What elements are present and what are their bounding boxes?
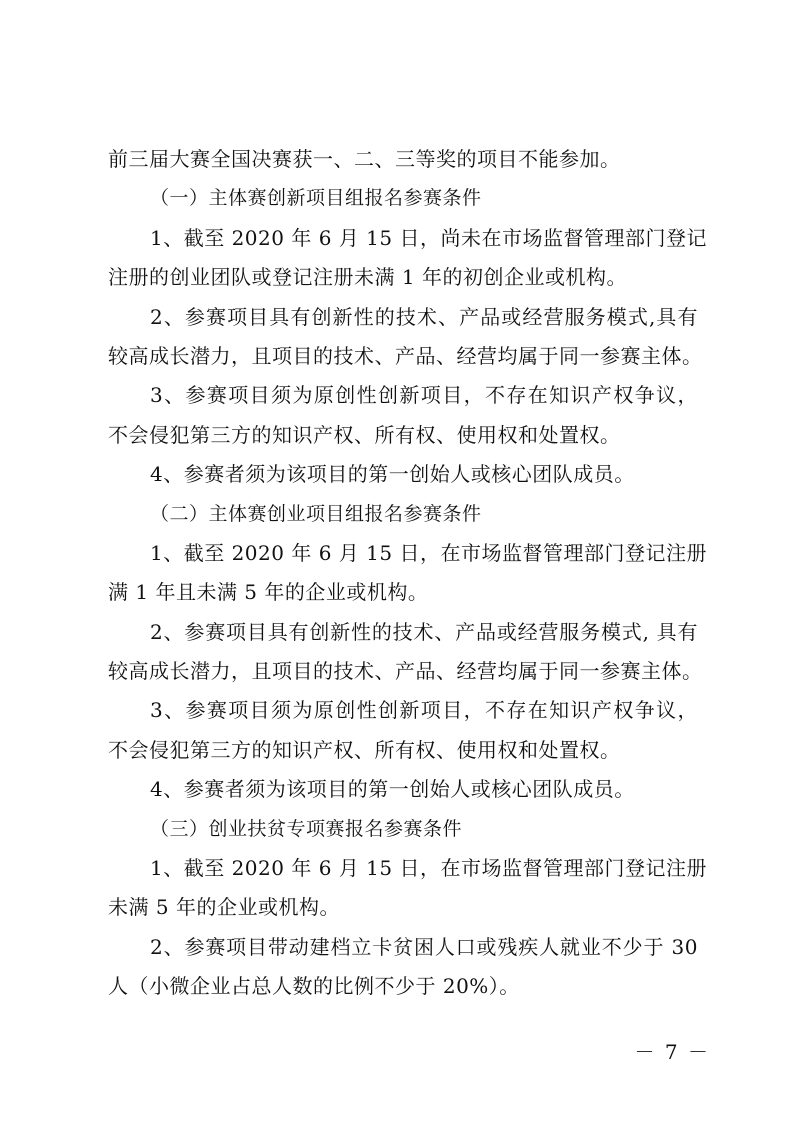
text-line: 1、截至 2020 年 6 月 15 日，尚未在市场监督管理部门登记 xyxy=(150,225,707,250)
text-line: 2、参赛项目具有创新性的技术、产品或经营服务模式, 具有 xyxy=(150,619,698,644)
text-line: 未满 5 年的企业或机构。 xyxy=(108,895,340,920)
text-line: 4、参赛者须为该项目的第一创始人或核心团队成员。 xyxy=(150,777,635,802)
text-line: 满 1 年且未满 5 年的企业或机构。 xyxy=(108,580,429,605)
text-line: 前三届大赛全国决赛获一、二、三等奖的项目不能参加。 xyxy=(108,147,621,171)
text-line: 不会侵犯第三方的知识产权、所有权、使用权和处置权。 xyxy=(108,422,621,447)
text-line: 不会侵犯第三方的知识产权、所有权、使用权和处置权。 xyxy=(108,737,621,762)
text-line: 2、参赛项目具有创新性的技术、产品或经营服务模式,具有 xyxy=(150,304,698,329)
text-line: 1、截至 2020 年 6 月 15 日，在市场监督管理部门登记注册 xyxy=(150,856,707,881)
text-line: 注册的创业团队或登记注册未满 1 年的初创企业或机构。 xyxy=(108,265,627,290)
text-line: 4、参赛者须为该项目的第一创始人或核心团队成员。 xyxy=(150,462,635,487)
section-heading-3: （三）创业扶贫专项赛报名参赛条件 xyxy=(150,817,463,840)
text-line: 人（小微企业占总人数的比例不少于 20%）。 xyxy=(108,974,520,999)
document-body xyxy=(108,140,707,1007)
page-number: － 7 － xyxy=(634,1040,710,1064)
section-heading-2: （二）主体赛创业项目组报名参赛条件 xyxy=(150,502,482,525)
section-heading-1: （一）主体赛创新项目组报名参赛条件 xyxy=(150,187,482,210)
text-line: 1、截至 2020 年 6 月 15 日，在市场监督管理部门登记注册 xyxy=(150,540,707,565)
text-line: 3、参赛项目须为原创性创新项目，不存在知识产权争议， xyxy=(150,698,698,723)
text-line: 2、参赛项目带动建档立卡贫困人口或残疾人就业不少于 30 xyxy=(150,934,698,959)
text-line: 较高成长潜力，且项目的技术、产品、经营均属于同一参赛主体。 xyxy=(108,659,703,684)
text-line: 较高成长潜力，且项目的技术、产品、经营均属于同一参赛主体。 xyxy=(108,343,703,368)
text-line: 3、参赛项目须为原创性创新项目，不存在知识产权争议， xyxy=(150,383,698,408)
